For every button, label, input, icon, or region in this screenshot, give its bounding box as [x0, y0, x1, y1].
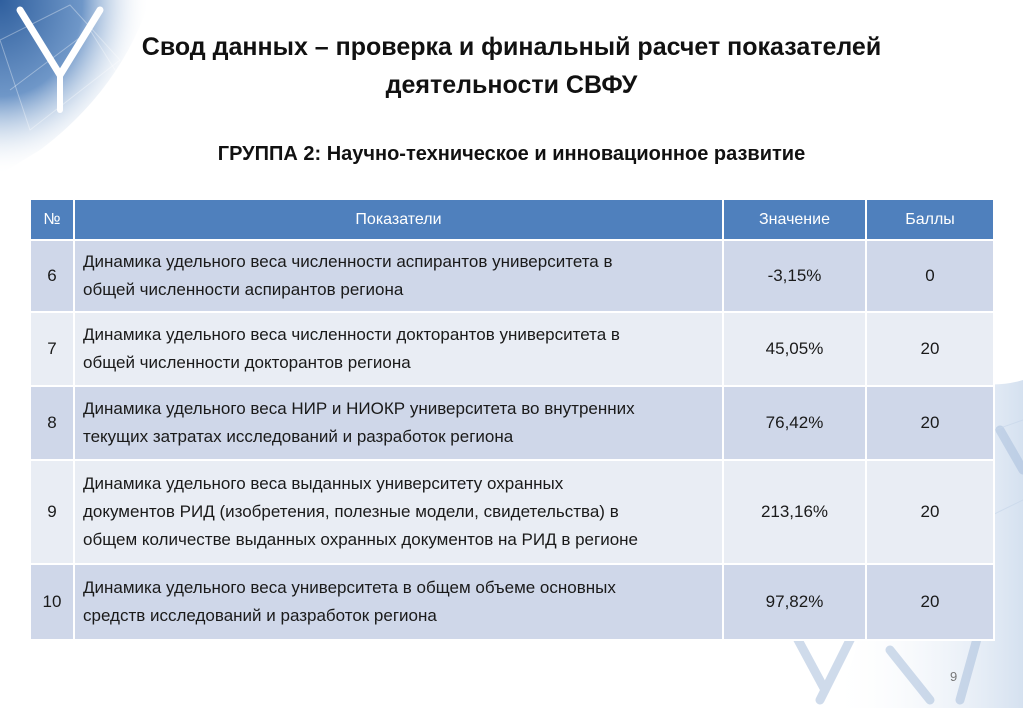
slide-title-line1: Свод данных – проверка и финальный расчет показателей: [141, 33, 882, 61]
row-indicator: [74, 386, 723, 460]
row-indicator-line: Динамика удельного веса численности аспирантов университета в: [83, 252, 613, 271]
row-score: 20: [866, 312, 994, 386]
header-score: Баллы: [866, 199, 994, 240]
row-num: 7: [30, 312, 74, 386]
row-indicator-line: Динамика удельного веса численности докторантов университета в: [83, 325, 620, 344]
group-subtitle: ГРУППА 2: Научно-техническое и инновационное развитие: [217, 143, 806, 165]
row-score: 20: [866, 386, 994, 460]
row-value: 97,82%: [723, 564, 866, 640]
slide-title-line2: деятельности СВФУ: [385, 71, 638, 99]
row-score: 0: [866, 240, 994, 312]
row-indicator-line: общей численности докторантов региона: [83, 353, 411, 372]
row-indicator-line: Динамика удельного веса выданных университету охранных: [83, 474, 564, 493]
header-indicator: Показатели: [74, 199, 723, 240]
row-value: 76,42%: [723, 386, 866, 460]
page-number: 9: [950, 669, 958, 684]
row-indicator-line: документов РИД (изобретения, полезные модели, свидетельства) в: [83, 502, 619, 521]
row-indicator: [74, 312, 723, 386]
row-indicator: [74, 460, 723, 564]
row-indicator-line: Динамика удельного веса университета в общем объеме основных: [83, 578, 616, 597]
table-row: [30, 564, 994, 640]
row-num: 9: [30, 460, 74, 564]
row-indicator: [74, 240, 723, 312]
row-indicator-line: текущих затратах исследований и разработок региона: [83, 427, 514, 446]
indicators-table: [29, 198, 995, 641]
table-header-row: [30, 199, 994, 240]
header-num: №: [30, 199, 74, 240]
table-row: [30, 386, 994, 460]
header-value: Значение: [723, 199, 866, 240]
row-num: 8: [30, 386, 74, 460]
row-indicator-line: средств исследований и разработок региона: [83, 606, 437, 625]
table-row: [30, 240, 994, 312]
row-value: 213,16%: [723, 460, 866, 564]
table-row: [30, 460, 994, 564]
row-value: 45,05%: [723, 312, 866, 386]
table-row: [30, 312, 994, 386]
row-score: 20: [866, 460, 994, 564]
row-num: 10: [30, 564, 74, 640]
row-num: 6: [30, 240, 74, 312]
slide-title: [0, 28, 1023, 104]
row-indicator: [74, 564, 723, 640]
row-value: -3,15%: [723, 240, 866, 312]
row-score: 20: [866, 564, 994, 640]
row-indicator-line: Динамика удельного веса НИР и НИОКР университета во внутренних: [83, 399, 635, 418]
row-indicator-line: общей численности аспирантов региона: [83, 280, 404, 299]
row-indicator-line: общем количестве выданных охранных документов на РИД в регионе: [83, 530, 638, 549]
